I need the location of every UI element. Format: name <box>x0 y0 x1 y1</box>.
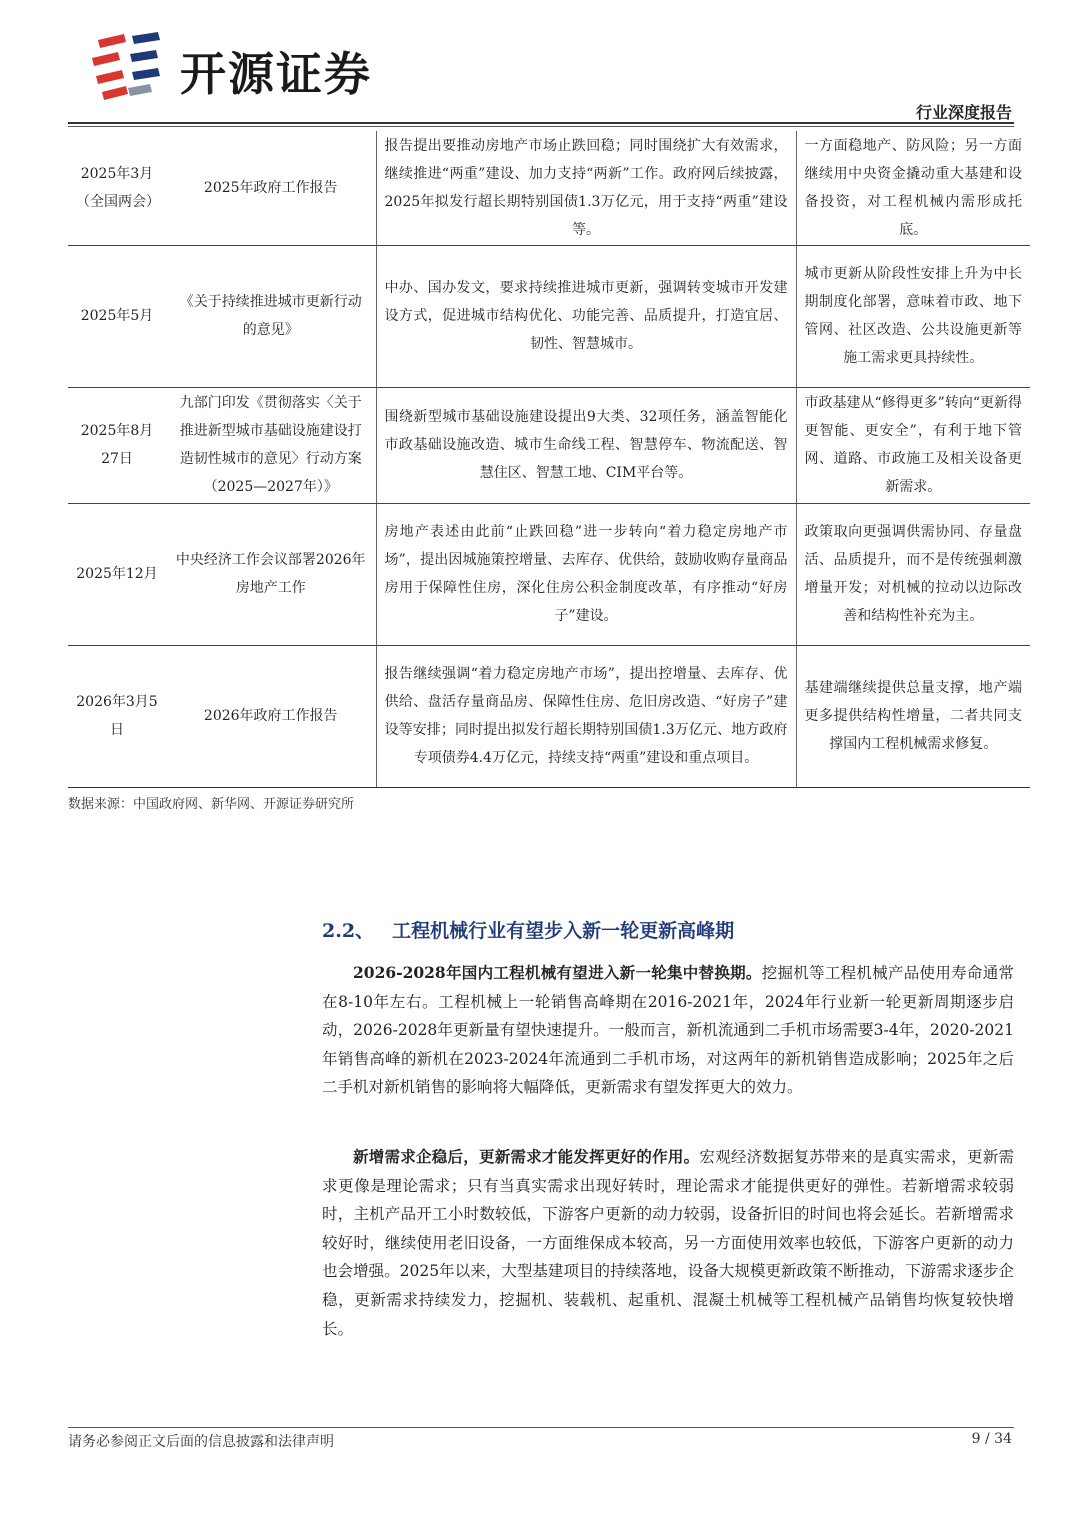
cell-document: 中央经济工作会议部署2026年房地产工作 <box>166 503 376 645</box>
cell-impact: 基建端继续提供总量支撑，地产端更多提供结构性增量，二者共同支撑国内工程机械需求修复。 <box>796 645 1030 787</box>
body-paragraph <box>322 1143 1014 1343</box>
cell-content: 报告继续强调“着力稳定房地产市场”，提出控增量、去库存、优供给、盘活存量商品房、保障性住房、危旧房改造、“好房子”建设等安排；同时提出拟发行超长期特别国债1.3万亿元、地方政府专项债券4.4万亿元，持续支持“两重”建设和重点项目。 <box>376 645 796 787</box>
table-row <box>68 645 1030 787</box>
brand-name: 开源证券 <box>180 47 372 101</box>
cell-date: 2025年5月 <box>68 245 166 387</box>
table-row <box>68 245 1030 387</box>
header-rule-thin <box>68 126 1014 127</box>
paragraph-lead: 新增需求企稳后，更新需求才能发挥更好的作用。 <box>353 1147 700 1166</box>
cell-document: 2025年政府工作报告 <box>166 131 376 245</box>
cell-date: 2026年3月5日 <box>68 645 166 787</box>
cell-impact: 城市更新从阶段性安排上升为中长期制度化部署，意味着市政、地下管网、社区改造、公共设施更新等施工需求更具持续性。 <box>796 245 1030 387</box>
cell-date: 2025年3月（全国两会） <box>68 131 166 245</box>
table-source-note: 数据来源：中国政府网、新华网、开源证券研究所 <box>68 797 355 812</box>
cell-date: 2025年12月 <box>68 503 166 645</box>
table-row <box>68 503 1030 645</box>
cell-document: 《关于持续推进城市更新行动的意见》 <box>166 245 376 387</box>
brand-logo <box>88 32 408 102</box>
logo-mark-icon <box>88 32 168 102</box>
section-title-text: 工程机械行业有望步入新一轮更新高峰期 <box>392 920 735 942</box>
cell-document: 九部门印发《贯彻落实〈关于推进新型城市基础设施建设打造韧性城市的意见〉行动方案（2025—2027年）》 <box>166 387 376 503</box>
table-row <box>68 131 1030 245</box>
cell-content: 报告提出要推动房地产市场止跌回稳；同时围绕扩大有效需求，继续推进“两重”建设、加力支持“两新”工作。政府网后续披露，2025年拟发行超长期特别国债1.3万亿元，用于支持“两重”建设等。 <box>376 131 796 245</box>
page-number: 9 / 34 <box>971 1431 1012 1447</box>
paragraph-lead: 2026-2028年国内工程机械有望进入新一轮集中替换期。 <box>353 963 762 982</box>
cell-content: 中办、国办发文，要求持续推进城市更新，强调转变城市开发建设方式，促进城市结构优化、功能完善、品质提升，打造宜居、韧性、智慧城市。 <box>376 245 796 387</box>
paragraph-body: 挖掘机等工程机械产品使用寿命通常在8-10年左右。工程机械上一轮销售高峰期在2016-2021年，2024年行业新一轮更新周期逐步启动，2026-2028年更新量有望快速提升。一般而言，新机流通到二手机市场需要3-4年，2020-2021年销售高峰的新机在2023-2024年流通到二手机市场，对这两年的新机销售造成影响；2025年之后二手机对新机销售的影响将大幅降低，更新需求有望发挥更大的效力。 <box>322 964 1014 1097</box>
table-row <box>68 387 1030 503</box>
cell-content: 房地产表述由此前“止跌回稳”进一步转向“着力稳定房地产市场”，提出因城施策控增量、去库存、优供给，鼓励收购存量商品房用于保障性住房，深化住房公积金制度改革，有序推动“好房子”建设。 <box>376 503 796 645</box>
cell-impact: 市政基建从“修得更多”转向“更新得更智能、更安全”，有利于地下管网、道路、市政施工及相关设备更新需求。 <box>796 387 1030 503</box>
header-rule <box>68 122 1014 124</box>
cell-document: 2026年政府工作报告 <box>166 645 376 787</box>
report-type-label: 行业深度报告 <box>915 103 1012 122</box>
paragraph-body: 宏观经济数据复苏带来的是真实需求，更新需求更像是理论需求；只有当真实需求出现好转时，理论需求才能提供更好的弹性。若新增需求较弱时，主机产品开工小时数较低，下游客户更新的动力较弱，设备折旧的时间也将会延长。若新增需求较好时，继续使用老旧设备，一方面维保成本较高，另一方面使用效率也较低，下游客户更新的动力也会增强。2025年以来，大型基建项目的持续落地，设备大规模更新政策不断推动，下游需求逐步企稳，更新需求持续发力，挖掘机、装载机、起重机、混凝土机械等工程机械产品销售均恢复较快增长。 <box>322 1148 1014 1338</box>
cell-impact: 政策取向更强调供需协同、存量盘活、品质提升，而不是传统强刺激增量开发；对机械的拉动以边际改善和结构性补充为主。 <box>796 503 1030 645</box>
section-heading <box>322 916 734 943</box>
cell-impact: 一方面稳地产、防风险；另一方面继续用中央资金撬动重大基建和设备投资，对工程机械内需形成托底。 <box>796 131 1030 245</box>
policy-table <box>68 131 1030 788</box>
cell-date: 2025年8月27日 <box>68 387 166 503</box>
body-paragraph <box>322 959 1014 1102</box>
footer-disclaimer: 请务必参阅正文后面的信息披露和法律声明 <box>68 1434 334 1450</box>
footer-rule <box>68 1427 1014 1428</box>
section-number: 2.2、 <box>322 920 375 942</box>
cell-content: 围绕新型城市基础设施建设提出9大类、32项任务，涵盖智能化市政基础设施改造、城市生命线工程、智慧停车、物流配送、智慧住区、智慧工地、CIM平台等。 <box>376 387 796 503</box>
